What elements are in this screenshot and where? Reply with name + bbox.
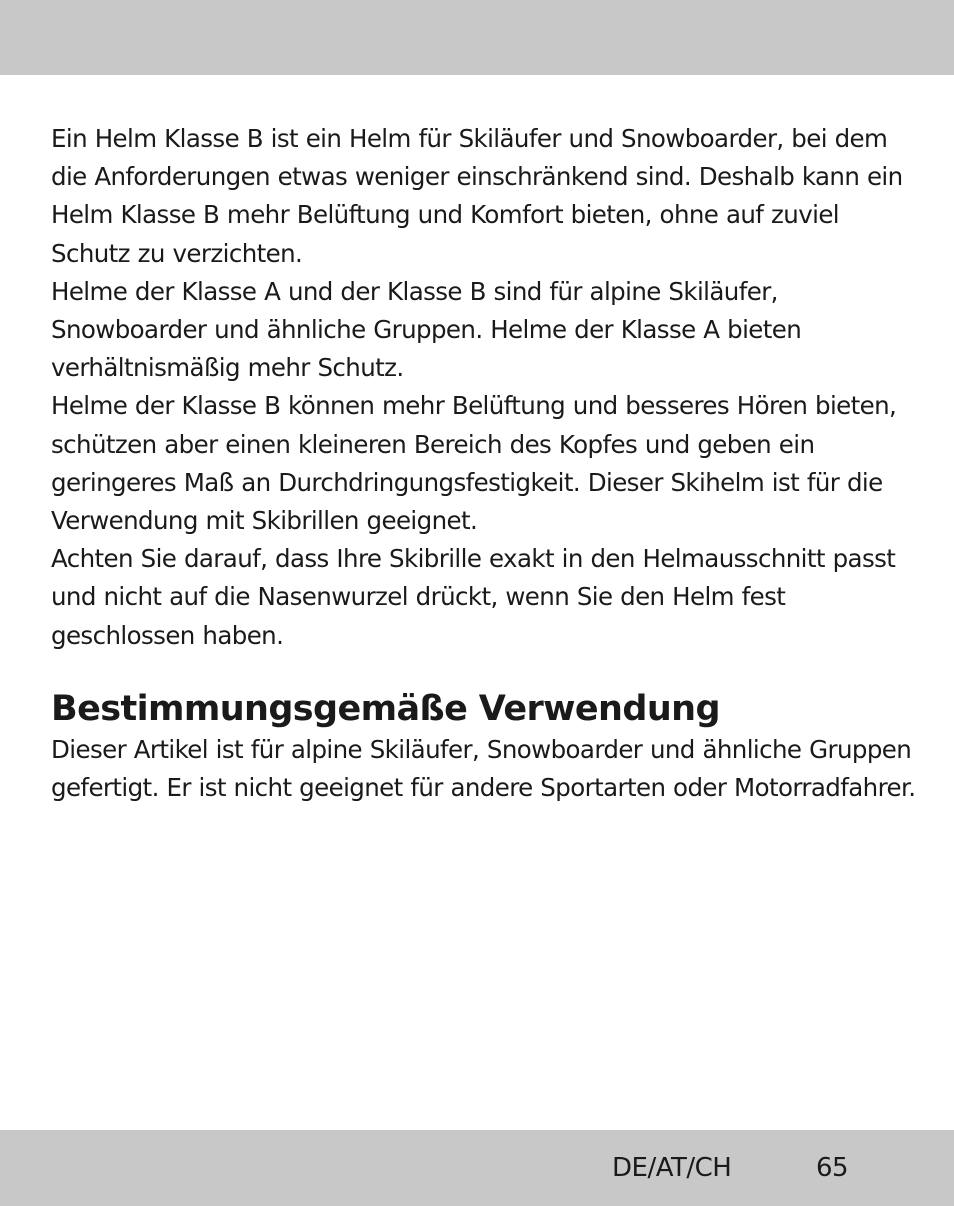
paragraph-goggle-fit: Achten Sie darauf, dass Ihre Skibrille exakt in den Helmausschnitt passt und nicht auf die Nasenwurzel drückt, wenn Sie den Helm fest geschlossen haben. — [51, 544, 896, 650]
page-number: 65 — [816, 1153, 849, 1183]
footer-region-label: DE/AT/CH — [612, 1153, 732, 1183]
paragraph-intended-use: Dieser Artikel ist für alpine Skiläufer, Snowboarder und ähnliche Gruppen gefertigt. Er ist nicht geeignet für andere Sportarten oder Motorradfahrer. — [51, 734, 916, 803]
paragraph-class-b-helmet: Ein Helm Klasse B ist ein Helm für Skiläufer und Snowboarder, bei dem die Anforderungen etwas weniger einschränkend sind. Deshalb kann ein Helm Klasse B mehr Belüftung und Komfort bieten, ohne auf zuviel Schutz zu verzichten. — [51, 124, 903, 268]
header-band — [0, 0, 954, 75]
paragraph-class-b-ventilation: Helme der Klasse B können mehr Belüftung und besseres Hören bieten, schützen aber einen kleineren Bereich des Kopfes und geben ein geringeres Maß an Durchdringungsfestigkeit. Dieser Skihelm ist für die Verwendung mit Skibrillen geeignet. — [51, 391, 897, 536]
paragraph-class-a-b-usage: Helme der Klasse A und der Klasse B sind für alpine Skiläufer, Snowboarder und ähnliche Gruppen. Helme der Klasse A bieten verhältnismäßig mehr Schutz. — [51, 276, 802, 383]
page-content — [51, 120, 921, 807]
footer-band — [0, 1130, 954, 1206]
section-heading-intended-use: Bestimmungsgemäße Verwendung — [51, 688, 720, 729]
